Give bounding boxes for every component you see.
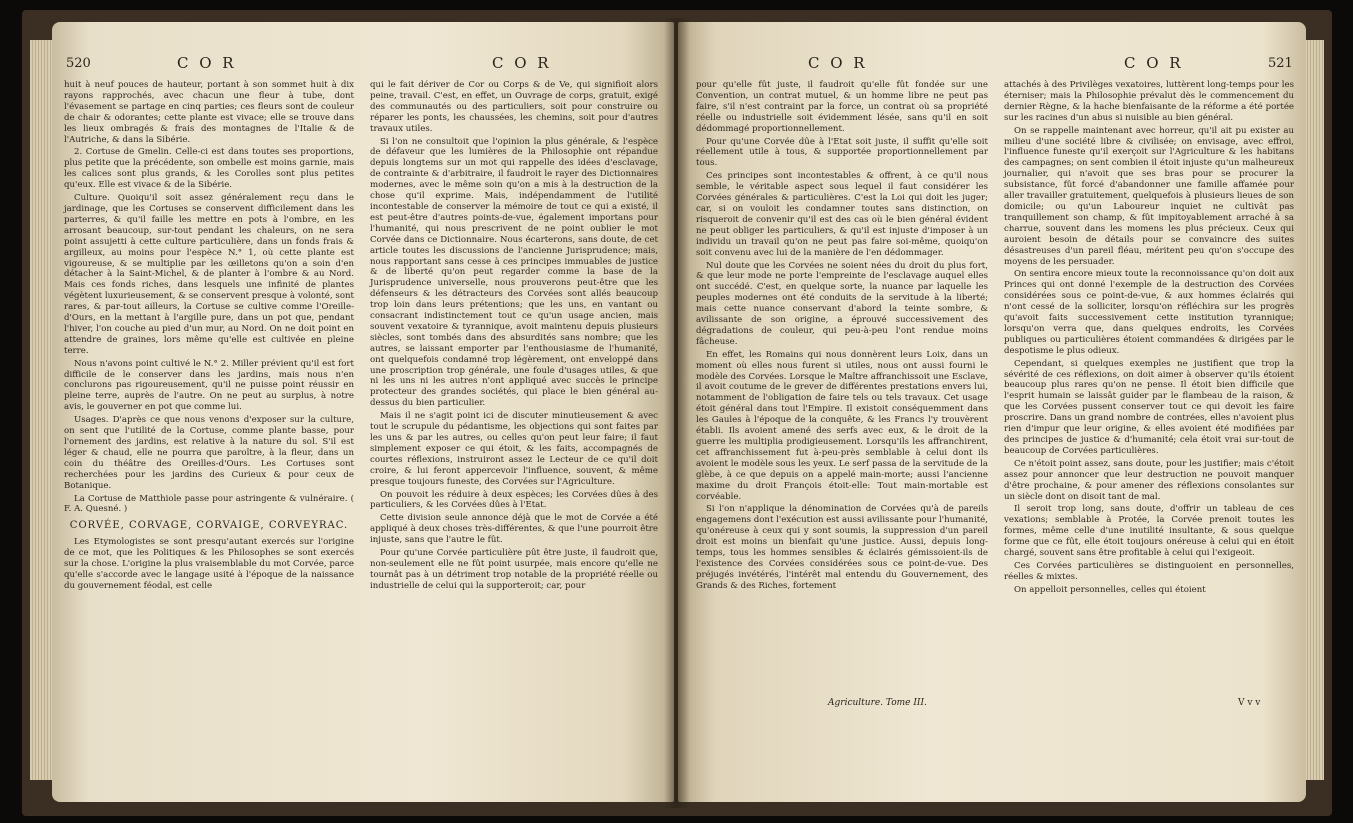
- paragraph: huit à neuf pouces de hauteur, portant à son sommet huit à dix rayons rapprochés, avec chacun une fleur à tube, dont l'évasement se partage en cinq parties; ces fleurs sont de couleur de chair & odorantes; cette plante est vivace; elle se trouve dans les lieux ombragés & frais des montagnes de l'Italie & de l'Autriche, & dans la Sibérie.: [64, 80, 354, 145]
- paragraph: La Cortuse de Matthiole passe pour astringente & vulnéraire. ( F. A. Quesné. ): [64, 493, 354, 515]
- text-column-4: [1004, 80, 1294, 598]
- paragraph: Pour qu'une Corvée dûe à l'Etat soit juste, il suffit qu'elle soit réellement utile à tous, & supportée proportionnellement par tous.: [696, 136, 988, 169]
- left-page: [52, 22, 674, 802]
- text-column-1: [64, 80, 354, 594]
- paragraph: attachés à des Privilèges vexatoires, luttèrent long-temps pour les éterniser; mais la Philosophie prévalut dès le commencement du dernier Règne, & la hache bienfaisante de la réforme a été portée sur les racines d'un abus si nuisible au bien général.: [1004, 80, 1294, 123]
- paragraph: pour qu'elle fût juste, il faudroit qu'elle fût fondée sur une Convention, un contrat mutuel, & un homme libre ne peut pas faire, s'il n'est contraint par la force, un contrat où sa propriété réelle ou industrielle soit évidemment lésée, sans qu'il en soit dédommagé proportionnellement.: [696, 80, 988, 134]
- paragraph: Culture. Quoiqu'il soit assez généralement reçu dans le jardinage, que les Cortuses se conservent difficilement dans les parterres, & qu'il faille les mettre en pots à l'ombre, en les arrosant beaucoup, sur-tout pendant les chaleurs, on ne sera point assujetti à cette culture particulière, dans un fonds frais & argilleux, au moins pour l'espèce N.° 1, où cette plante est vigoureuse, & se multiplie par les œilletons qu'on a soin d'en détacher à la Saint-Michel, & de planter à l'ombre & au Nord. Mais ces fonds riches, dans lesquels une infinité de plantes végètent luxurieusement, & se conservent presque à volonté, sont rares, & par-tout ailleurs, la Cortuse se cultive comme l'Oreille-d'Ours, en la mettant à l'argille pure, dans un pot que, pendant l'hiver, l'on couche au pied d'un mur, au Nord. On ne doit point en attendre de graines, lors même qu'elle est cultivée en pleine terre.: [64, 193, 354, 356]
- paragraph: Il seroit trop long, sans doute, d'offrir un tableau de ces vexations; semblable à Protée, la Corvée prenoit toutes les formes, même celle d'une inutilité insultante, & sous quelque forme que ce fût, elle étoit toujours onéreuse à celui qui en étoit chargé, souvent sans être profitable à celui qui l'exigeoit.: [1004, 504, 1294, 559]
- running-head: C O R: [177, 54, 237, 72]
- page-number: 520: [66, 56, 91, 71]
- article-heading: CORVÉE, CORVAGE, CORVAIGE, CORVEYRAC.: [69, 520, 349, 532]
- running-head: C O R: [808, 54, 868, 72]
- paragraph: On appelloit personnelles, celles qui étoient: [1014, 584, 1206, 595]
- paragraph: On pouvoit les réduire à deux espèces; les Corvées dûes à des particuliers, & les Corvées dûes à l'Etat.: [370, 489, 658, 511]
- paragraph: Si l'on n'applique la dénomination de Corvées qu'à de pareils engagemens dont l'exécution est aussi avilissante pour l'humanité, qu'onéreuse à ceux qui y sont soumis, la suppression d'un pareil droit est moins un bienfait qu'une justice. Aussi, depuis long-temps, tous les hommes sensibles & éclairés gémissoient-ils de l'existence des Corvées considérées sous ce point-de-vue. Des préjugés invétérés, l'intérêt mal entendu du Gouvernement, des Grands & des Riches, fortement: [696, 504, 988, 591]
- paragraph: Mais il ne s'agit point ici de discuter minutieusement & avec tout le scrupule du pédantisme, les objections qui sont faites par les uns & par les autres, ou celles qu'on peut leur faire; il faut simplement exposer ce qui étoit, & les faits, accompagnés de courtes réflexions, instruiront assez le Lecteur de ce qu'il doit croire, & lui feront appercevoir l'influence, souvent, & même presque toujours funeste, des Corvées sur l'Agriculture.: [370, 411, 658, 487]
- signature-mark: V v v: [1238, 698, 1261, 708]
- running-head: C O R: [492, 54, 552, 72]
- paragraph: Pour qu'une Corvée particulière pût être juste, il faudroit que, non-seulement elle ne fût point usurpée, mais encore qu'elle ne tournât pas à un détriment trop notable de la propriété réelle ou industrielle de celui qui la supporteroit; car, pour: [370, 548, 658, 591]
- right-page: [678, 22, 1306, 802]
- paragraph: Les Etymologistes se sont presqu'autant exercés sur l'origine de ce mot, que les Politiques & les Philosophes se sont exercés sur la chose. L'origine la plus vraisemblable du mot Corvée, parce qu'elle s'accorde avec le langage usité à l'époque de la naissance du gouvernement féodal, est celle: [64, 537, 354, 591]
- paragraph: Cette division seule annonce déjà que le mot de Corvée a été appliqué à deux choses très-différentes, & que l'une pourroit être injuste, sans que l'autre le fût.: [370, 513, 658, 546]
- paragraph: Si l'on ne consultoit que l'opinion la plus générale, & l'espèce de défaveur que les lumières de la Philosophie ont répandue depuis longtems sur un mot qui rappelle des idées d'esclavage, de contrainte & d'arbitraire, il faudroit le rayer des Dictionnaires modernes, avec le même soin qu'on a mis à la destruction de la chose qu'il exprime. Mais, indépendamment de l'utilité incontestable de conserver la mémoire de tout ce qui a existé, il est peut-être d'autres points-de-vue, également importans pour l'humanité, qui nous prescrivent de ne point oublier le mot Corvée dans ce Dictionnaire. Nous écarterons, sans doute, de cet article toutes les discussions de l'ancienne Jurisprudence; mais, nous rapportant sans cesse à ces principes immuables de justice & de liberté qu'on peut regarder comme la base de la Jurisprudence universelle, nous prouverons peut-être que les défenseurs & les détracteurs des Corvées sont allés beaucoup trop loin dans leurs prétentions; que les uns, en vantant ou consacrant indistinctement tout ce qu'un usage ancien, mais souvent vexatoire & tyrannique, avoit maintenu depuis plusieurs siècles, sont tombés dans des absurdités sans nombre; que les autres, se laissant emporter par l'enthousiasme de l'humanité, ont quelquefois condamné trop légèrement, ont enveloppé dans une proscription trop générale, une foule d'usages utiles, & que ni les uns ni les autres n'ont appliqué avec succès le principe protecteur des grandes sociétés, qui place le bien général au-dessus du bien particulier.: [370, 136, 658, 409]
- page-number: 521: [1268, 56, 1293, 71]
- book-gutter: [664, 18, 690, 808]
- volume-footer: Agriculture. Tome III.: [828, 698, 927, 708]
- paragraph: qui le fait dériver de Cor ou Corps & de Ve, qui signifioit alors peine, travail. C'est, en effet, un Ouvrage de corps, gratuit, exigé des communautés ou des particuliers, soit pour construire ou réparer les ponts, les chaussées, les chemins, soit pour d'autres travaux utiles.: [370, 80, 658, 134]
- paragraph: 2. Cortuse de Gmelin. Celle-ci est dans toutes ses proportions, plus petite que la précédente, son ombelle est moins garnie, mais les calices sont plus grands, & les Corolles sont plus petites qu'eux. Elle est vivace & de la Sibérie.: [64, 147, 354, 191]
- paragraph: Usages. D'après ce que nous venons d'exposer sur la culture, on sent que l'utilité de la Cortuse, comme plante basse, pour l'ornement des jardins, est relative à la nature du sol. S'il est léger & chaud, elle ne pourra que paroître, à la fleur, dans un coin du théâtre des Oreilles-d'Ours. Les Cortuses sont recherchées pour les jardins des Curieux & pour ceux de Botanique.: [64, 415, 354, 491]
- running-head: C O R: [1124, 54, 1184, 72]
- text-column-3: [696, 80, 988, 594]
- paragraph: Nul doute que les Corvées ne soient nées du droit du plus fort, & que leur mode ne porte l'empreinte de l'esclavage auquel elles ont succédé. C'est, en quelque sorte, la nuance par laquelle les peuples modernes ont été conduits de la servitude à la liberté; mais cette nuance conservant d'abord la teinte sombre, & avilissante de son origine, a éprouvé successivement des dégradations de couleur, qui peu-à-peu l'ont rendue moins fâcheuse.: [696, 260, 988, 347]
- paragraph: Ces Corvées particulières se distinguoient en personnelles, réelles & mixtes.: [1004, 560, 1294, 582]
- paragraph: On se rappelle maintenant avec horreur, qu'il ait pu exister au milieu d'une société libre & civilisée; on envisage, avec effroi, l'influence funeste qu'il exerçoit sur l'Agriculture & les habitans des campagnes; on sent combien il étoit injuste qu'un malheureux journalier, qui n'avoit que ses bras pour se procurer la subsistance, fût forcé d'abandonner une famille affamée pour aller travailler gratuitement, quelquefois à plusieurs lieues de son domicile; ou qu'un Laboureur inquiet ne cultivât pas tranquillement son champ, & fût impitoyablement arraché à sa charrue, souvent dans les momens les plus précieux. Ceux qui auroient besoin de détails pour se convaincre des suites désastreuses d'un pareil fléau, méritent peu qu'on s'occupe des moyens de les persuader.: [1004, 125, 1294, 267]
- paragraph: En effet, les Romains qui nous donnèrent leurs Loix, dans un moment où elles nous furent si utiles, nous ont aussi fourni le modèle des Corvées. Lorsque le Maître affranchissoit une Esclave, il avoit coutume de le grever de différentes prestations envers lui, notamment de l'obligation de faire tels ou tels travaux. Cet usage étoit général dans tout l'Empire. Il existoit conséquemment dans les Gaules à l'époque de la conquête, & les Francs l'y trouvèrent établi. Ils avoient amené des serfs avec eux, & le droit de la guerre les multiplia prodigieusement. Lorsqu'ils les affranchirent, cet affranchissement fut à-peu-près semblable à celui dont ils avoient le modèle sous les yeux. Le serf passa de la servitude de la glèbe, à ce que depuis on a appelé main-morte; aussi l'ancienne maxime du droit François étoit-elle: Tout main-mortable est corvéable.: [696, 349, 988, 502]
- paragraph: Ce n'étoit point assez, sans doute, pour les justifier; mais c'étoit assez pour annoncer que leur destruction ne pouvoit manquer d'être prochaine, & pour amener des réflexions consolantes sur un siècle dont on disoit tant de mal.: [1004, 458, 1294, 502]
- paragraph: On sentira encore mieux toute la reconnoissance qu'on doit aux Princes qui ont donné l'exemple de la destruction des Corvées considérées sous ce point-de-vue, & aux hommes éclairés qui n'ont cessé de la solliciter, lorsqu'on réfléchira sur les progrès qu'avoit faits successivement cette institution tyrannique; lorsqu'on verra que, dans quelques endroits, les Corvées publiques ou particulières étoient commandées & dirigées par le despotisme le plus odieux.: [1004, 269, 1294, 356]
- paragraph: Ces principes sont incontestables & offrent, à ce qu'il nous semble, le véritable aspect sous lequel il faut considérer les Corvées générales & particulières. C'est la Loi qui doit les juger; car, si on vouloit les condamner toutes sans distinction, on risqueroit de convenir qu'il est des cas où le bien général évident ne peut obliger les particuliers, & qu'il est injuste d'imposer à un individu un travail qu'on ne peut pas faire soi-même, quoiqu'on soit convenu avec lui de la manière de l'en dédommager.: [696, 171, 988, 258]
- paragraph: Cependant, si quelques exemples ne justifient que trop la sévérité de ces réflexions, on doit aimer à observer qu'ils étoient beaucoup plus rares qu'on ne pense. Il étoit bien difficile que l'esprit humain se laissât guider par le flambeau de la raison, & que les Corvées pussent conserver tout ce qui devoit les faire proscrire. Dans un grand nombre de contrées, elles n'avoient plus rien d'impur que leur origine, & elles avoient été modifiées par des principes de justice & d'humanité; cela étoit vrai sur-tout de beaucoup de Corvées particulières.: [1004, 358, 1294, 456]
- paragraph: Nous n'avons point cultivé le N.° 2. Miller prévient qu'il est fort difficile de le conserver dans les jardins, mais nous n'en conclurons pas rigoureusement, qu'il ne puisse point réussir en pleine terre, auprès de l'autre. On ne peut au surplus, à notre avis, le gouverner en pot que comme lui.: [64, 358, 354, 413]
- text-column-2: [370, 80, 658, 594]
